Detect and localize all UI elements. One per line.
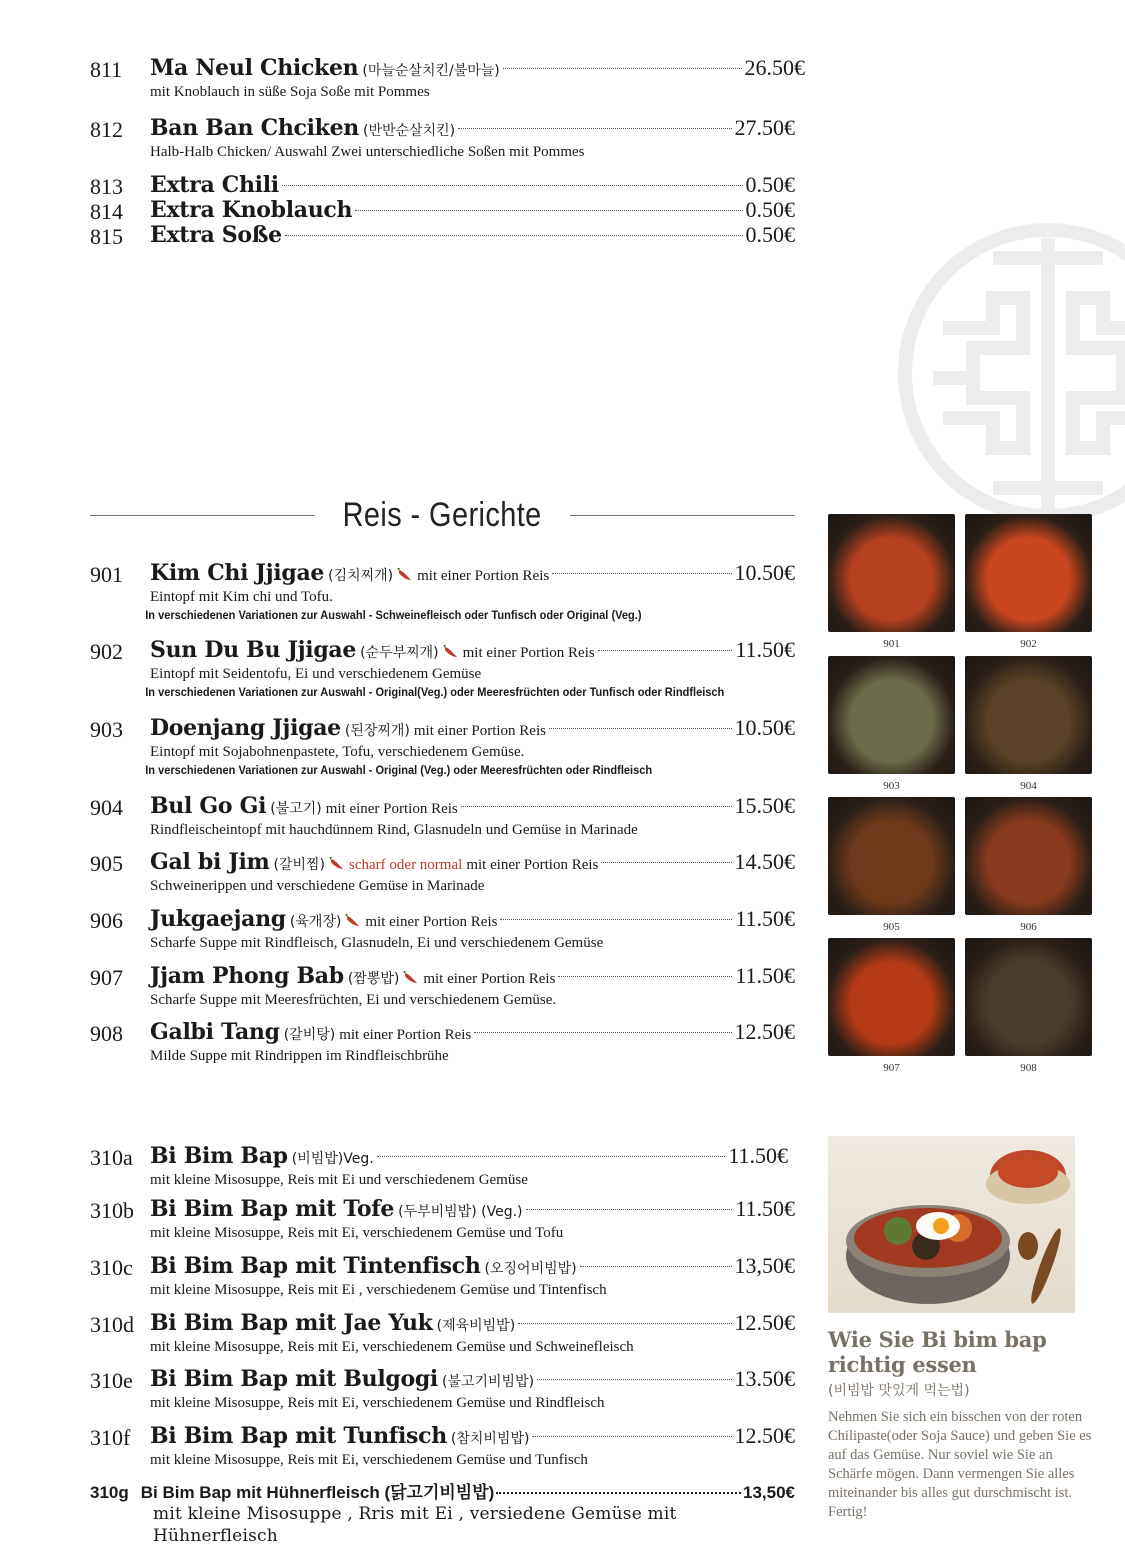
item-name: Bi Bim Bap mit Hühnerfleisch (닭고기비빔밥) — [140, 1483, 495, 1502]
item-price: 12.50€ — [734, 1310, 795, 1335]
item-number: 310b — [90, 1198, 134, 1223]
bibimbap-photo — [828, 1136, 1075, 1313]
dot-leader — [496, 1492, 741, 1494]
menu-item-903 — [90, 715, 795, 779]
photo-caption: 907 — [883, 1062, 900, 1074]
item-korean: (제육비빔밥) — [436, 1318, 516, 1334]
chili-pepper-icon — [345, 913, 361, 927]
item-korean: (참치비빔밥) — [450, 1431, 530, 1447]
divider — [90, 515, 315, 516]
item-number: 310f — [90, 1425, 131, 1450]
item-description: Halb-Halb Chicken/ Auswahl Zwei unterschiedliche Soßen mit Pommes — [150, 144, 585, 160]
dot-leader — [601, 862, 731, 863]
item-name: Bi Bim Bap mit Tintenfisch — [150, 1253, 481, 1279]
item-name: Bi Bim Bap mit Tofe — [150, 1196, 395, 1222]
chili-pepper-icon — [397, 567, 413, 581]
photo-caption: 903 — [883, 780, 900, 792]
item-price: 13,50€ — [743, 1483, 795, 1502]
side-title — [828, 1327, 1046, 1377]
item-description: mit kleine Misosuppe, Reis mit Ei und verschiedenem Gemüse — [150, 1172, 528, 1188]
item-name: Kim Chi Jjigae — [150, 560, 325, 586]
item-description: mit kleine Misosuppe, Reis mit Ei, verschiedenem Gemüse und Schweinefleisch — [150, 1339, 634, 1355]
item-price: 11.50€ — [728, 1143, 788, 1168]
item-price: 11.50€ — [735, 637, 795, 662]
menu-item-812 — [90, 115, 795, 162]
photo-caption: 905 — [883, 921, 900, 933]
photo-caption: 902 — [1020, 638, 1037, 650]
item-description: Schweinerippen und verschiedene Gemüse in Marinade — [150, 878, 485, 894]
item-korean: (갈비찜) — [273, 857, 326, 873]
menu-item-310b — [90, 1196, 795, 1243]
dot-leader — [377, 1156, 726, 1157]
dish-photo-907 — [828, 938, 955, 1056]
item-description: Eintopf mit Kim chi und Tofu. — [150, 589, 333, 605]
item-extra: mit einer Portion Reis — [339, 1027, 472, 1043]
item-spice-option: scharf oder normal — [349, 857, 463, 873]
item-name: Doenjang Jjigae — [150, 715, 341, 741]
item-number: 814 — [90, 199, 123, 224]
item-description: Scharfe Suppe mit Rindfleisch, Glasnudeln, Ei und verschiedenem Gemüse — [150, 935, 604, 951]
menu-item-905 — [90, 849, 795, 896]
menu-item-310d — [90, 1310, 795, 1357]
item-variations: In verschiedenen Variationen zur Auswahl - Original(Veg.) oder Meeresfrüchten oder Tunfisch oder Rindfleisch — [145, 685, 725, 699]
item-number: 811 — [90, 57, 123, 82]
item-korean: (불고기비빔밥) — [442, 1374, 535, 1390]
item-description: mit kleine Misosuppe , Rris mit Ei , versiedene Gemüse mit Hühnerfleisch — [153, 1504, 677, 1546]
item-korean: (불고기) — [270, 801, 322, 817]
item-number: 310a — [90, 1145, 133, 1170]
item-number: 907 — [90, 965, 123, 990]
item-extra: mit einer Portion Reis — [466, 857, 599, 873]
item-number: 310e — [90, 1368, 133, 1393]
item-number: 903 — [90, 717, 123, 742]
item-number: 815 — [90, 224, 123, 249]
item-number: 813 — [90, 174, 123, 199]
section-title: Reis - Gerichte — [342, 495, 543, 534]
item-price: 11.50€ — [735, 963, 795, 988]
item-price: 11.50€ — [735, 1196, 795, 1221]
item-description: mit kleine Misosuppe, Reis mit Ei, verschiedenem Gemüse und Rindfleisch — [150, 1395, 605, 1411]
item-variations: In verschiedenen Variationen zur Auswahl - Original (Veg.) oder Meeresfrüchten oder Rindfleisch — [145, 763, 653, 777]
item-name: Bi Bim Bap mit Bulgogi — [150, 1366, 438, 1392]
item-description: Milde Suppe mit Rindrippen im Rindfleischbrühe — [150, 1048, 449, 1064]
menu-item-907 — [90, 963, 795, 1010]
item-name: Gal bi Jim — [150, 849, 270, 875]
menu-item-815 — [90, 222, 795, 247]
item-price: 27.50€ — [734, 115, 795, 140]
item-price: 14.50€ — [734, 849, 795, 874]
item-korean: (마늘순살치킨/불마늘) — [362, 63, 500, 79]
item-price: 0.50€ — [745, 222, 795, 247]
item-name: Extra Soße — [150, 222, 282, 248]
item-name: Extra Chili — [150, 172, 279, 198]
item-korean: (두부비빔밥) (Veg.) — [398, 1204, 523, 1220]
item-korean: (짬뽕밥) — [347, 971, 400, 987]
dot-leader — [474, 1032, 731, 1033]
menu-item-310f — [90, 1423, 795, 1470]
item-extra: mit einer Portion Reis — [462, 645, 595, 661]
item-korean: (순두부찌개) — [360, 645, 439, 661]
item-price: 10.50€ — [734, 715, 795, 740]
item-price: 10.50€ — [734, 560, 795, 585]
dish-photo-903 — [828, 656, 955, 774]
menu-item-811 — [90, 55, 805, 102]
item-price: 26.50€ — [744, 55, 805, 80]
menu-item-906 — [90, 906, 795, 953]
menu-item-902 — [90, 637, 795, 701]
dot-leader — [500, 919, 732, 920]
item-korean: (비빔밥)Veg. — [291, 1151, 374, 1167]
item-number: 310c — [90, 1255, 133, 1280]
dot-leader — [537, 1379, 731, 1380]
dish-photo-905 — [828, 797, 955, 915]
item-description: mit kleine Misosuppe, Reis mit Ei, verschiedenem Gemüse und Tunfisch — [150, 1452, 588, 1468]
item-price: 0.50€ — [745, 197, 795, 222]
item-korean: (갈비탕) — [283, 1027, 336, 1043]
item-description: Eintopf mit Seidentofu, Ei und verschiedenem Gemüse — [150, 666, 482, 682]
item-korean: (반반순살치킨) — [363, 123, 456, 139]
item-name: Sun Du Bu Jjigae — [150, 637, 357, 663]
item-name: Bi Bim Bap mit Jae Yuk — [150, 1310, 433, 1336]
item-name: Ma Neul Chicken — [150, 55, 359, 81]
dish-photo-904 — [965, 656, 1092, 774]
dot-leader — [526, 1209, 733, 1210]
item-korean: (육개장) — [289, 914, 342, 930]
item-description: Scharfe Suppe mit Meeresfrüchten, Ei und verschiedenem Gemüse. — [150, 992, 557, 1008]
korean-ornament-icon — [893, 218, 1125, 528]
item-number: 310g — [90, 1483, 129, 1502]
item-price: 13,50€ — [734, 1253, 795, 1278]
dot-leader — [598, 650, 733, 651]
dot-leader — [461, 806, 732, 807]
dot-leader — [532, 1436, 731, 1437]
item-name: Bul Go Gi — [150, 793, 267, 819]
item-price: 12.50€ — [734, 1019, 795, 1044]
item-price: 11.50€ — [735, 906, 795, 931]
chili-pepper-icon — [329, 856, 345, 870]
item-number: 902 — [90, 639, 123, 664]
item-name: Bi Bim Bap mit Tunfisch — [150, 1423, 447, 1449]
photo-caption: 908 — [1020, 1062, 1037, 1074]
menu-item-908 — [90, 1019, 795, 1066]
item-korean: (된장찌개) — [344, 723, 410, 739]
menu-item-813 — [90, 172, 795, 197]
dish-photo-908 — [965, 938, 1092, 1056]
side-title-line2: richtig essen — [828, 1352, 977, 1377]
menu-item-310e — [90, 1366, 795, 1413]
item-price: 15.50€ — [734, 793, 795, 818]
menu-item-310a — [90, 1143, 788, 1190]
dot-leader — [503, 68, 742, 69]
item-number: 901 — [90, 562, 123, 587]
item-name: Galbi Tang — [150, 1019, 280, 1045]
item-description: mit kleine Misosuppe, Reis mit Ei , verschiedenem Gemüse und Tintenfisch — [150, 1282, 607, 1298]
dot-leader — [355, 210, 742, 211]
photo-caption: 906 — [1020, 921, 1037, 933]
item-name: Bi Bim Bap — [150, 1143, 288, 1169]
dot-leader — [580, 1266, 732, 1267]
menu-item-310c — [90, 1253, 795, 1300]
photo-caption: 901 — [883, 638, 900, 650]
chili-pepper-icon — [403, 970, 419, 984]
item-description: mit kleine Misosuppe, Reis mit Ei, verschiedenem Gemüse und Tofu — [150, 1225, 564, 1241]
menu-item-310g — [90, 1478, 795, 1547]
item-number: 812 — [90, 117, 123, 142]
side-instructions: Nehmen Sie sich ein bisschen von der roten Chilipaste(oder Soja Sauce) und geben Sie es auf das Gemüse. Nur soviel wie Sie an Schärfe mögen. Dann vermengen Sie alles miteinander bis alles gut durschmischt ist. Fertig! — [828, 1409, 1092, 1520]
menu-item-904 — [90, 793, 795, 840]
dot-leader — [549, 728, 732, 729]
dot-leader — [558, 976, 732, 977]
item-price: 13.50€ — [734, 1366, 795, 1391]
divider — [570, 515, 795, 516]
item-name: Jjam Phong Bab — [150, 963, 344, 989]
item-price: 12.50€ — [734, 1423, 795, 1448]
item-number: 904 — [90, 795, 123, 820]
item-extra: mit einer Portion Reis — [365, 914, 498, 930]
item-name: Ban Ban Chciken — [150, 115, 360, 141]
item-extra: mit einer Portion Reis — [413, 723, 546, 739]
side-korean: (비빔밥 맛있게 먹는법) — [828, 1383, 970, 1399]
chili-pepper-icon — [443, 644, 459, 658]
item-description: Eintopf mit Sojabohnenpastete, Tofu, verschiedenem Gemüse. — [150, 744, 525, 760]
item-extra: mit einer Portion Reis — [423, 971, 556, 987]
dot-leader — [518, 1323, 731, 1324]
item-name: Jukgaejang — [150, 906, 286, 932]
item-description: Rindfleischeintopf mit hauchdünnem Rind, Glasnudeln und Gemüse in Marinade — [150, 822, 638, 838]
dish-photo-901 — [828, 514, 955, 632]
dot-leader — [458, 128, 731, 129]
dot-leader — [282, 185, 743, 186]
item-korean: (오징어비빔밥) — [484, 1261, 577, 1277]
item-number: 310d — [90, 1312, 134, 1337]
menu-item-901 — [90, 560, 795, 624]
dish-photo-902 — [965, 514, 1092, 632]
item-description: mit Knoblauch in süße Soja Soße mit Pommes — [150, 84, 430, 100]
item-price: 0.50€ — [745, 172, 795, 197]
section-heading — [90, 495, 795, 535]
dot-leader — [285, 235, 743, 236]
item-variations: In verschiedenen Variationen zur Auswahl - Schweinefleisch oder Tunfisch oder Original (Veg.) — [145, 608, 642, 622]
item-extra: mit einer Portion Reis — [417, 568, 550, 584]
side-title-line1: Wie Sie Bi bim bap — [828, 1327, 1047, 1352]
photo-caption: 904 — [1020, 780, 1037, 792]
item-number: 905 — [90, 851, 123, 876]
item-name: Extra Knoblauch — [150, 197, 353, 223]
menu-item-814 — [90, 197, 795, 222]
dot-leader — [552, 573, 731, 574]
dish-photo-906 — [965, 797, 1092, 915]
item-number: 906 — [90, 908, 123, 933]
item-extra: mit einer Portion Reis — [325, 801, 458, 817]
item-number: 908 — [90, 1021, 123, 1046]
item-korean: (김치찌개) — [328, 568, 394, 584]
